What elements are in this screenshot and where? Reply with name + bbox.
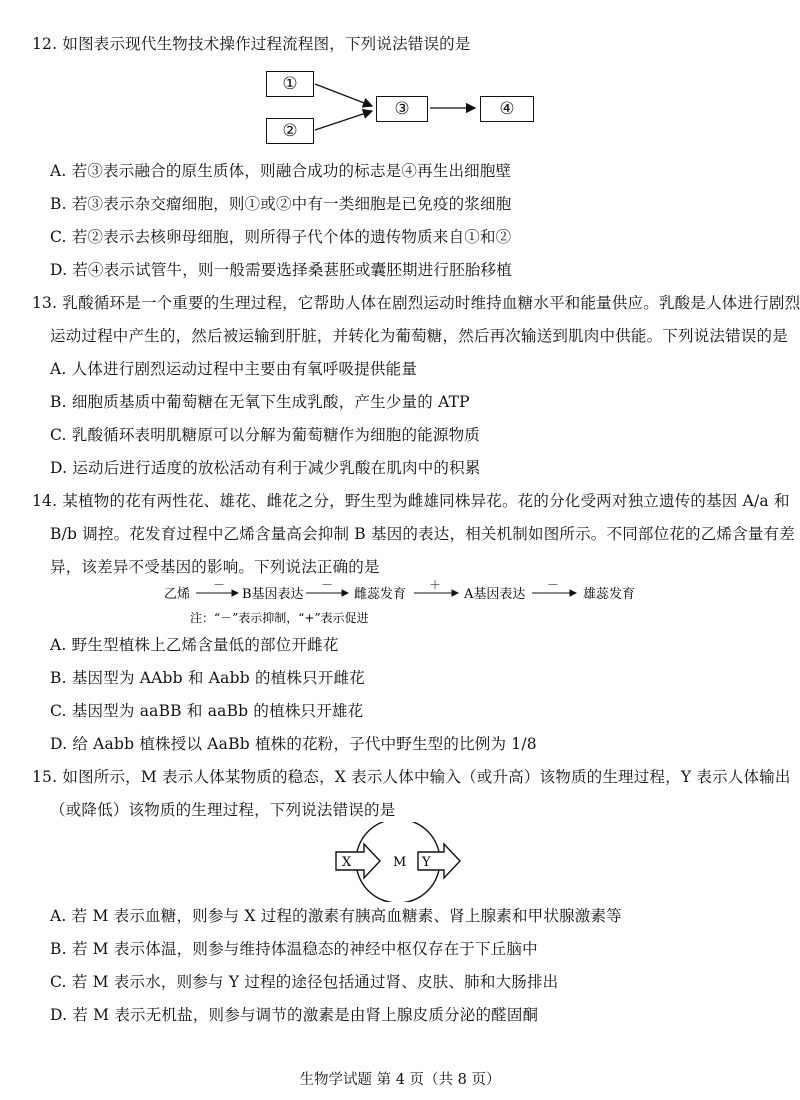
q14-sign-1: －	[213, 578, 226, 592]
q12-option-a: A. 若③表示融合的原生质体，则融合成功的标志是④再生出细胞壁	[50, 162, 512, 180]
q12-option-d: D. 若④表示试管牛，则一般需要选择桑葚胚或囊胚期进行胚胎移植	[50, 261, 512, 279]
q12-box-1: ①	[266, 71, 314, 97]
q13-option-c: C. 乳酸循环表明肌糖原可以分解为葡萄糖作为细胞的能源物质	[50, 426, 480, 444]
q12-stem: 12. 如图表示现代生物技术操作过程流程图，下列说法错误的是	[32, 35, 471, 53]
q14-node-stamen: 雄蕊发育	[583, 587, 636, 602]
q15-label-x: X	[342, 855, 352, 870]
q14-sign-3: ＋	[429, 578, 442, 592]
q14-regulation-diagram	[0, 578, 800, 628]
q15-option-d: D. 若 M 表示无机盐，则参与调节的激素是由肾上腺皮质分泌的醛固酮	[50, 1006, 539, 1024]
q15-stem-line-1: 15. 如图所示，M 表示人体某物质的稳态，X 表示人体中输入（或升高）该物质的生理过程，Y 表示人体输出	[32, 768, 791, 786]
q14-diagram-note: 注：“－”表示抑制，“+”表示促进	[190, 611, 369, 625]
q13-option-a: A. 人体进行剧烈运动过程中主要由有氧呼吸提供能量	[50, 360, 418, 378]
q13-stem-line-2: 运动过程中产生的，然后被运输到肝脏，并转化为葡萄糖，然后再次输送到肌肉中供能。下列说法错误的是	[50, 327, 788, 345]
q14-stem-line-2: B/b 调控。花发育过程中乙烯含量高会抑制 B 基因的表达，相关机制如图所示。不同部位花的乙烯含量有差	[50, 525, 795, 543]
q12-option-c: C. 若②表示去核卵母细胞，则所得子代个体的遗传物质来自①和②	[50, 228, 512, 246]
q12-box-3: ③	[376, 96, 428, 122]
q15-option-b: B. 若 M 表示体温，则参与维持体温稳态的神经中枢仅存在于下丘脑中	[50, 940, 538, 958]
q14-sign-4: －	[547, 578, 560, 592]
q15-option-c: C. 若 M 表示水，则参与 Y 过程的途径包括通过肾、皮肤、肺和大肠排出	[50, 973, 559, 991]
q14-option-a: A. 野生型植株上乙烯含量低的部位开雌花	[50, 636, 339, 654]
q15-label-m: M	[393, 855, 407, 870]
q14-stem-line-1: 14. 某植物的花有两性花、雄花、雌花之分，野生型为雌雄同株异花。花的分化受两对独立遗传的基因 A/a 和	[32, 492, 790, 510]
q15-label-y: Y	[422, 855, 431, 870]
q14-node-b-gene: B基因表达	[242, 587, 304, 602]
q15-homeostasis-diagram	[0, 822, 800, 902]
q14-node-pistil: 雌蕊发育	[354, 587, 407, 602]
q12-box-4: ④	[480, 96, 534, 122]
q14-node-ethylene: 乙烯	[164, 587, 191, 602]
q12-option-b: B. 若③表示杂交瘤细胞，则①或②中有一类细胞是已免疫的浆细胞	[50, 195, 512, 213]
page-footer: 生物学试题 第 4 页（共 8 页）	[299, 1072, 501, 1088]
q15-option-a: A. 若 M 表示血糖，则参与 X 过程的激素有胰高血糖素、肾上腺素和甲状腺激素等	[50, 907, 622, 925]
q13-option-d: D. 运动后进行适度的放松活动有利于减少乳酸在肌肉中的积累	[50, 459, 481, 477]
q15-stem-line-2: （或降低）该物质的生理过程，下列说法错误的是	[50, 801, 396, 819]
q13-option-b: B. 细胞质基质中葡萄糖在无氧下生成乳酸，产生少量的 ATP	[50, 393, 470, 411]
q14-sign-2: －	[321, 578, 334, 592]
q12-box-2: ②	[266, 118, 314, 144]
q14-node-a-gene: A基因表达	[464, 587, 526, 602]
q13-stem-line-1: 13. 乳酸循环是一个重要的生理过程，它帮助人体在剧烈运动时维持血糖水平和能量供应。乳酸是人体进行剧烈	[32, 294, 800, 312]
q14-stem-line-3: 异，该差异不受基因的影响。下列说法正确的是	[50, 558, 380, 576]
q14-option-d: D. 给 Aabb 植株授以 AaBb 植株的花粉，子代中野生型的比例为 1/8	[50, 735, 537, 753]
q14-option-c: C. 基因型为 aaBB 和 aaBb 的植株只开雄花	[50, 702, 364, 720]
q14-option-b: B. 基因型为 AAbb 和 Aabb 的植株只开雌花	[50, 669, 365, 687]
